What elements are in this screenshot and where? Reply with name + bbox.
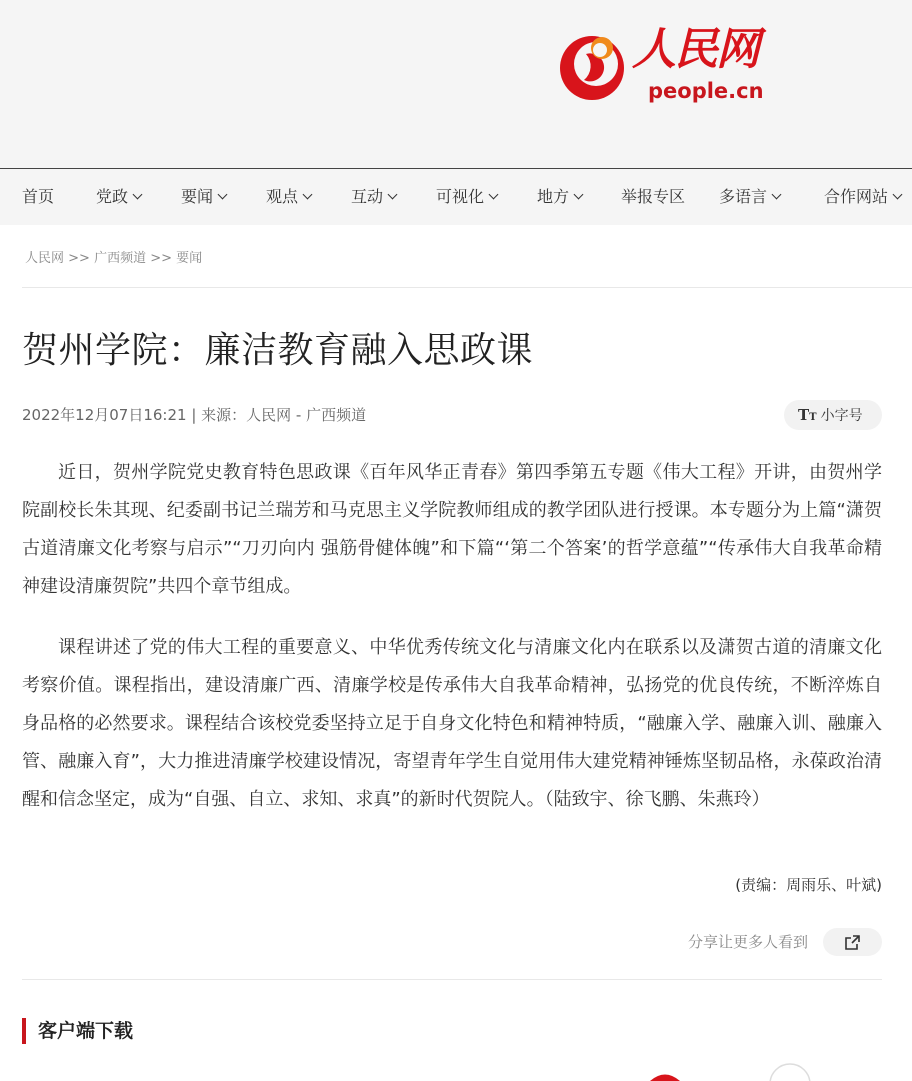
nav-item-interact[interactable] bbox=[351, 169, 396, 225]
nav-label: 多语言 bbox=[719, 187, 768, 206]
nav-label: 党政 bbox=[96, 187, 129, 206]
chevron-down-icon bbox=[574, 190, 584, 200]
nav-label: 地方 bbox=[537, 187, 570, 206]
chevron-down-icon bbox=[772, 190, 782, 200]
breadcrumb-separator: >> bbox=[146, 251, 177, 266]
nav-item-visual[interactable] bbox=[436, 169, 497, 225]
people-logo-icon bbox=[556, 28, 630, 102]
nav-item-partners[interactable] bbox=[824, 169, 901, 225]
article-meta: 2022年12月07日16:21 | 来源：人民网 - 广西频道 bbox=[22, 406, 367, 424]
divider bbox=[22, 979, 882, 980]
breadcrumb-separator: >> bbox=[64, 251, 95, 266]
nav-item-local[interactable] bbox=[537, 169, 582, 225]
main-nav bbox=[0, 168, 912, 225]
nav-item-home[interactable] bbox=[22, 169, 54, 225]
people-cn-logo[interactable] bbox=[556, 22, 776, 106]
font-size-toggle-button[interactable] bbox=[784, 400, 882, 430]
promo-decoration-icon bbox=[640, 1062, 820, 1081]
divider bbox=[22, 287, 912, 288]
nav-label: 互动 bbox=[351, 187, 384, 206]
nav-label: 要闻 bbox=[181, 187, 214, 206]
header-bar bbox=[0, 0, 912, 168]
logo-chinese-text: 人民网 bbox=[632, 24, 758, 75]
chevron-down-icon bbox=[893, 190, 903, 200]
breadcrumb-section-link[interactable]: 要闻 bbox=[176, 251, 203, 266]
chevron-down-icon bbox=[218, 190, 228, 200]
article-editor: (责编：周雨乐、叶斌) bbox=[735, 876, 882, 894]
nav-item-opinion[interactable] bbox=[266, 169, 311, 225]
breadcrumb-home-link[interactable]: 人民网 bbox=[25, 251, 65, 266]
article-paragraph: 近日，贺州学院党史教育特色思政课《百年风华正青春》第四季第五专题《伟大工程》开讲，由贺州学院副校长朱其现、纪委副书记兰瑞芳和马克思主义学院教师组成的教学团队进行授课。本专题分为上篇“潇贺古道清廉文化考察与启示”“刀刃向内 强筋骨健体魄”和下篇“‘第二个答案’的哲学意蕴”“传承伟大自我革命精神建设清廉贺院”共四个章节组成。 bbox=[22, 462, 882, 597]
client-download-heading: 客户端下载 bbox=[22, 1018, 133, 1044]
nav-label: 可视化 bbox=[436, 187, 485, 206]
nav-item-languages[interactable] bbox=[719, 169, 780, 225]
app-promo-graphic bbox=[640, 1062, 820, 1081]
font-size-toggle-label: 小字号 bbox=[820, 408, 863, 424]
breadcrumb-channel-link[interactable]: 广西频道 bbox=[94, 251, 147, 266]
nav-item-report[interactable] bbox=[621, 169, 685, 225]
share-icon bbox=[844, 934, 861, 951]
article-paragraph: 课程讲述了党的伟大工程的重要意义、中华优秀传统文化与清廉文化内在联系以及潇贺古道的清廉文化考察价值。课程指出，建设清廉广西、清廉学校是传承伟大自我革命精神，弘扬党的优良传统，不断淬炼自身品格的必然要求。课程结合该校党委坚持立足于自身文化特色和精神特质，“融廉入学、融廉入训、融廉入管、融廉入育”，大力推进清廉学校建设情况，寄望青年学生自觉用伟大建党精神锤炼坚韧品格，永葆政治清醒和信念坚定，成为“自强、自立、求知、求真”的新时代贺院人。（陆致宇、徐飞鹏、朱燕玲） bbox=[22, 637, 882, 810]
nav-label: 举报专区 bbox=[621, 187, 686, 206]
chevron-down-icon bbox=[133, 190, 143, 200]
breadcrumb bbox=[25, 247, 202, 266]
nav-label: 合作网站 bbox=[824, 187, 889, 206]
share-label: 分享让更多人看到 bbox=[688, 933, 809, 951]
nav-label: 观点 bbox=[266, 187, 299, 206]
nav-label: 首页 bbox=[22, 187, 55, 206]
nav-item-news[interactable] bbox=[181, 169, 226, 225]
chevron-down-icon bbox=[489, 190, 499, 200]
chevron-down-icon bbox=[303, 190, 313, 200]
article-title: 贺州学院：廉洁教育融入思政课 bbox=[22, 330, 534, 371]
nav-item-party-gov[interactable] bbox=[96, 169, 141, 225]
logo-english-text: people.cn bbox=[648, 79, 764, 103]
chevron-down-icon bbox=[388, 190, 398, 200]
text-size-icon: TT bbox=[798, 406, 817, 424]
share-button[interactable] bbox=[823, 928, 882, 956]
